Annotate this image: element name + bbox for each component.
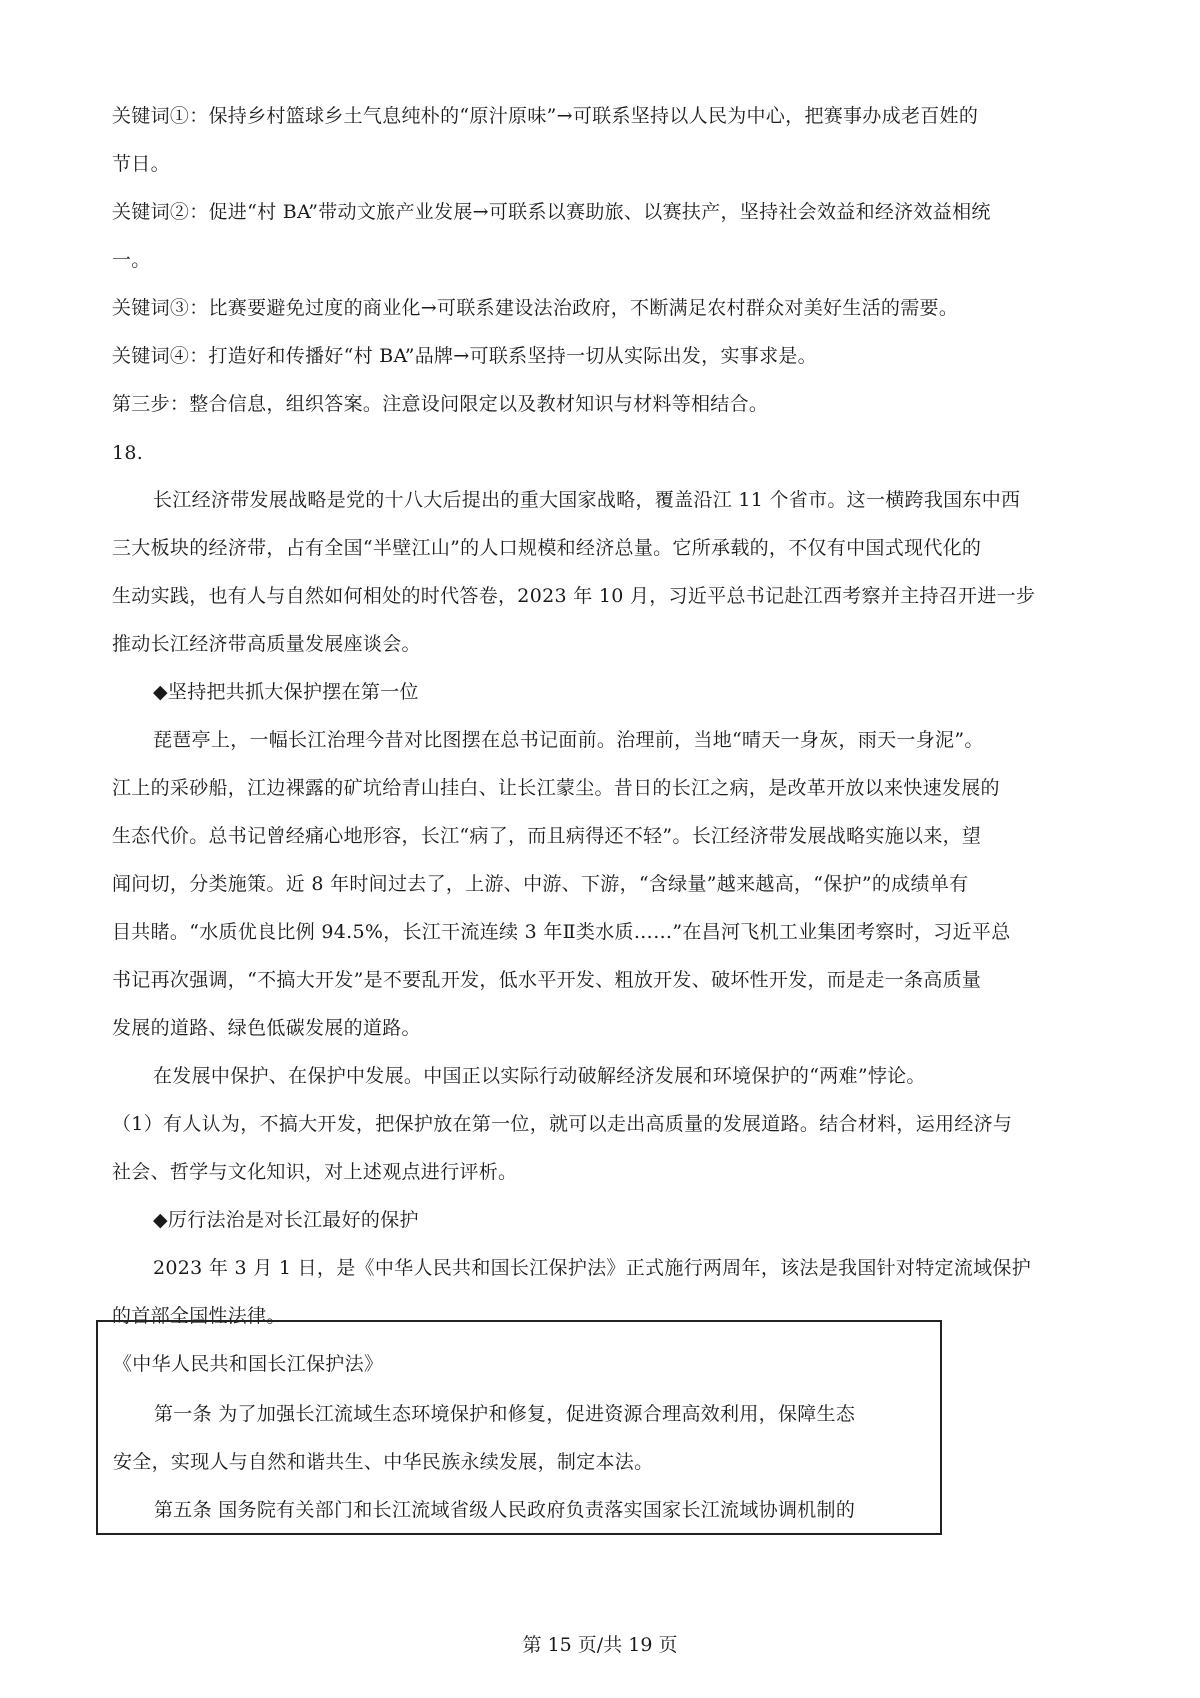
question-number: 18. [112,442,144,464]
para1-line-3: 生态代价。总书记曾经痛心地形容，长江“病了，而且病得还不轻”。长江经济带发展战略实施以来，望 [112,825,982,847]
article-1-line-a: 第一条 为了加强长江流域生态环境保护和修复，促进资源合理高效利用，保障生态 [154,1403,856,1425]
page-number: 第 15 页/共 19 页 [522,1634,678,1656]
para3-line-a: 2023 年 3 月 1 日，是《中华人民共和国长江保护法》正式施行两周年，该法是我国针对特定流域保护 [153,1257,1032,1279]
intro-line-2: 三大板块的经济带，占有全国“半壁江山”的人口规模和经济总量。它所承载的，不仅有中国式现代化的 [112,537,982,559]
keyword-2-line-a: 关键词②：促进“村 BA”带动文旅产业发展→可联系以赛助旅、以赛扶产，坚持社会效益和经济效益相统 [112,201,991,223]
para1-line-7: 发展的道路、绿色低碳发展的道路。 [112,1017,421,1039]
para1-line-4: 闻问切，分类施策。近 8 年时间过去了，上游、中游、下游，“含绿量”越来越高，“保护”的成绩单有 [112,873,969,895]
para2-line: 在发展中保护、在保护中发展。中国正以实际行动破解经济发展和环境保护的“两难”悖论。 [153,1065,926,1087]
para1-line-1: 琵琶亭上，一幅长江治理今昔对比图摆在总书记面前。治理前，当地“晴天一身灰，雨天一身泥”。 [153,729,984,751]
keyword-3-line: 关键词③：比赛要避免过度的商业化→可联系建设法治政府，不断满足农村群众对美好生活的需要。 [112,297,959,319]
intro-line-1: 长江经济带发展战略是党的十八大后提出的重大国家战略，覆盖沿江 11 个省市。这一横跨我国东中西 [153,489,1021,511]
para1-line-5: 目共睹。“水质优良比例 94.5%，长江干流连续 3 年Ⅱ类水质……”在昌河飞机工业集团考察时，习近平总 [112,921,1011,943]
keyword-1-line-b: 节日。 [112,153,170,175]
sub-question-1-line-b: 社会、哲学与文化知识，对上述观点进行评析。 [112,1161,518,1183]
article-1-line-b: 安全，实现人与自然和谐共生、中华民族永续发展，制定本法。 [113,1451,654,1473]
intro-line-3: 生动实践，也有人与自然如何相处的时代答卷，2023 年 10 月，习近平总书记赴江西考察并主持召开进一步 [112,585,1036,607]
para1-line-6: 书记再次强调，“不搞大开发”是不要乱开发，低水平开发、粗放开发、破坏性开发，而是走一条高质量 [112,969,982,991]
law-excerpt-box [96,1320,942,1535]
step-3-line: 第三步：整合信息，组织答案。注意设问限定以及教材知识与材料等相结合。 [112,393,769,415]
para3-line-b: 的首部全国性法律。 [112,1305,286,1327]
sub-question-1-line-a: （1）有人认为，不搞大开发，把保护放在第一位，就可以走出高质量的发展道路。结合材料，运用经济与 [112,1113,1013,1135]
article-5-line: 第五条 国务院有关部门和长江流域省级人民政府负责落实国家长江流域协调机制的 [154,1499,856,1521]
keyword-1-line-a: 关键词①：保持乡村篮球乡土气息纯朴的“原汁原味”→可联系坚持以人民为中心，把赛事办成老百姓的 [112,105,979,127]
para1-line-2: 江上的采砂船，江边裸露的矿坑给青山挂白、让长江蒙尘。昔日的长江之病，是改革开放以来快速发展的 [112,777,1000,799]
law-title: 《中华人民共和国长江保护法》 [113,1353,384,1375]
keyword-2-line-b: 一。 [112,249,151,271]
section-heading-protection: ◆坚持把共抓大保护摆在第一位 [153,681,419,703]
intro-line-4: 推动长江经济带高质量发展座谈会。 [112,633,421,655]
keyword-4-line: 关键词④：打造好和传播好“村 BA”品牌→可联系坚持一切从实际出发，实事求是。 [112,345,817,367]
section-heading-rule-of-law: ◆厉行法治是对长江最好的保护 [153,1209,419,1231]
